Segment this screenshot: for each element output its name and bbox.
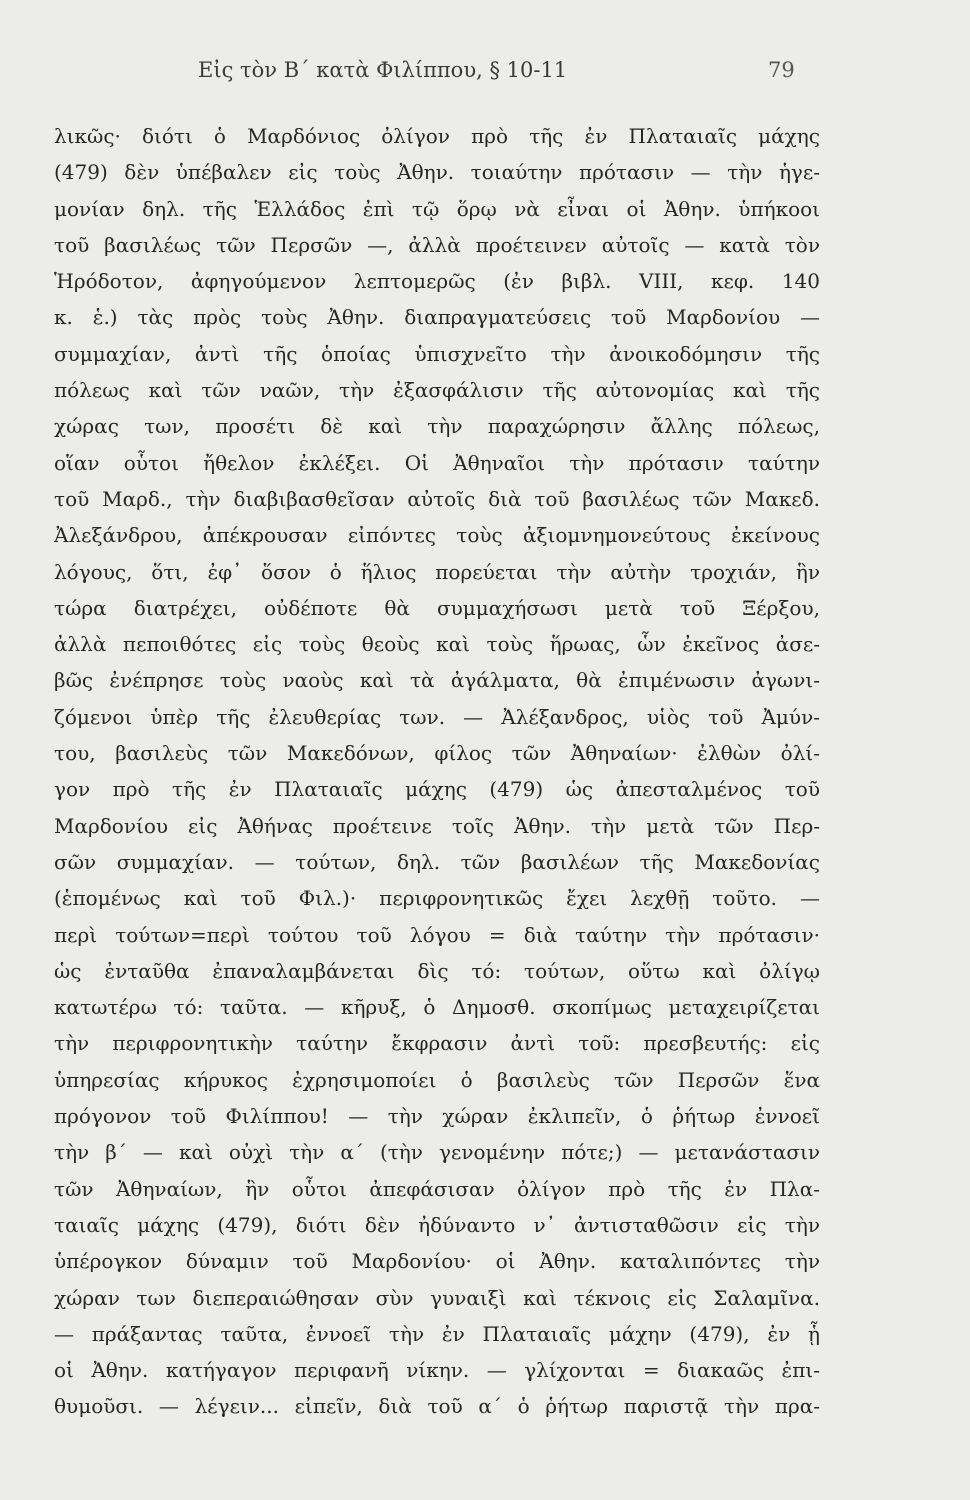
text-line: περὶ τούτων=περὶ τούτου τοῦ λόγου = διὰ ταύτην τὴν πρότασιν· <box>54 922 820 947</box>
text-line: χώραν των διεπεραιώθησαν σὺν γυναιξὶ καὶ τέκνοις εἰς Σαλαμῖνα. <box>54 1285 820 1310</box>
text-line: τὴν περιφρονητικὴν ταύτην ἔκφρασιν ἀντὶ τοῦ: πρεσβευτής: εἰς <box>54 1031 820 1056</box>
text-line: — πράξαντας ταῦτα, ἐννοεῖ τὴν ἐν Πλαταιαῖς μάχην (479), ἐν ᾗ <box>54 1321 820 1346</box>
running-title: Εἰς τὸν Β΄ κατὰ Φιλίππου, § 10-11 <box>198 58 568 82</box>
text-line: βῶς ἐνέπρησε τοὺς ναοὺς καὶ τὰ ἀγάλματα, θὰ ἐπιμένωσιν ἀγωνι- <box>54 668 820 693</box>
page-number: 79 <box>768 58 795 82</box>
text-line: του, βασιλεὺς τῶν Μακεδόνων, φίλος τῶν Ἀθηναίων· ἐλθὼν ὀλί- <box>54 741 820 766</box>
text-line: συμμαχίαν, ἀντὶ τῆς ὁποίας ὑπισχνεῖτο τὴν ἀνοικοδόμησιν τῆς <box>54 341 820 366</box>
text-line: τώρα διατρέχει, οὐδέποτε θὰ συμμαχήσωσι μετὰ τοῦ Ξέρξου, <box>54 595 820 620</box>
text-line: ὡς ἐνταῦθα ἐπαναλαμβάνεται δὶς τό: τούτων, οὕτω καὶ ὀλίγῳ <box>54 958 820 983</box>
text-line: τοῦ Μαρδ., τὴν διαβιβασθεῖσαν αὐτοῖς διὰ τοῦ βασιλέως τῶν Μακεδ. <box>54 486 820 511</box>
text-line: Ἡρόδοτον, ἀφηγούμενον λεπτομερῶς (ἐν βιβλ. VIII, κεφ. 140 <box>54 269 820 294</box>
text-line: χώρας των, προσέτι δὲ καὶ τὴν παραχώρησιν ἄλλης πόλεως, <box>54 414 820 439</box>
text-line: οἵαν οὗτοι ἤθελον ἐκλέξει. Οἱ Ἀθηναῖοι τὴν πρότασιν ταύτην <box>54 450 820 475</box>
text-line: μονίαν δηλ. τῆς Ἑλλάδος ἐπὶ τῷ ὅρῳ νὰ εἶναι οἱ Ἀθην. ὑπήκοοι <box>54 196 820 221</box>
text-line: κατωτέρω τό: ταῦτα. — κῆρυξ, ὁ Δημοσθ. σκοπίμως μεταχειρίζεται <box>54 995 820 1020</box>
text-line: ἀλλὰ πεποιθότες εἰς τοὺς θεοὺς καὶ τοὺς ἥρωας, ὧν ἐκεῖνος ἀσε- <box>54 632 820 657</box>
text-line: κ. ἑ.) τὰς πρὸς τοὺς Ἀθην. διαπραγματεύσεις τοῦ Μαρδονίου — <box>54 305 820 330</box>
text-line: γον πρὸ τῆς ἐν Πλαταιαῖς μάχης (479) ὡς ἀπεσταλμένος τοῦ <box>54 777 820 802</box>
text-line: Μαρδονίου εἰς Ἀθήνας προέτεινε τοῖς Ἀθην. τὴν μετὰ τῶν Περ- <box>54 813 820 838</box>
running-head <box>0 58 970 90</box>
text-line: τοῦ βασιλέως τῶν Περσῶν —, ἀλλὰ προέτεινεν αὐτοῖς — κατὰ τὸν <box>54 232 820 257</box>
text-line: ὑπέρογκον δύναμιν τοῦ Μαρδονίου· οἱ Ἀθην. καταλιπόντες τὴν <box>54 1249 820 1274</box>
text-line: Ἀλεξάνδρου, ἀπέκρουσαν εἰπόντες τοὺς ἀξιομνημονεύτους ἐκείνους <box>54 523 820 548</box>
text-line: πόλεως καὶ τῶν ναῶν, τὴν ἐξασφάλισιν τῆς αὐτονομίας καὶ τῆς <box>54 378 820 403</box>
text-line: ταιαῖς μάχης (479), διότι δὲν ἠδύναντο ν᾽ ἀντισταθῶσιν εἰς τὴν <box>54 1212 820 1237</box>
text-line: οἱ Ἀθην. κατήγαγον περιφανῆ νίκην. — γλίχονται = διακαῶς ἐπι- <box>54 1358 820 1383</box>
text-line: πρόγονον τοῦ Φιλίππου! — τὴν χώραν ἐκλιπεῖν, ὁ ῥήτωρ ἐννοεῖ <box>54 1104 820 1129</box>
text-line: σῶν συμμαχίαν. — τούτων, δηλ. τῶν βασιλέων τῆς Μακεδονίας <box>54 849 820 874</box>
text-line: (ἑπομένως καὶ τοῦ Φιλ.)· περιφρονητικῶς ἔχει λεχθῇ τοῦτο. — <box>54 886 820 911</box>
text-line: (479) δὲν ὑπέβαλεν εἰς τοὺς Ἀθην. τοιαύτην πρότασιν — τὴν ἡγε- <box>54 160 820 185</box>
text-line: ὑπηρεσίας κήρυκος ἐχρησιμοποίει ὁ βασιλεὺς τῶν Περσῶν ἕνα <box>54 1067 820 1092</box>
text-line: θυμοῦσι. — λέγειν... εἰπεῖν, διὰ τοῦ α΄ ὁ ῥήτωρ παριστᾷ τὴν πρα- <box>54 1394 820 1419</box>
text-line: ζόμενοι ὑπὲρ τῆς ἐλευθερίας των. — Ἀλέξανδρος, υἱὸς τοῦ Ἀμύν- <box>54 704 820 729</box>
text-line: λόγους, ὅτι, ἐφ᾽ ὅσον ὁ ἥλιος πορεύεται τὴν αὐτὴν τροχιάν, ἣν <box>54 559 820 584</box>
text-line: τῶν Ἀθηναίων, ἣν οὗτοι ἀπεφάσισαν ὀλίγον πρὸ τῆς ἐν Πλα- <box>54 1176 820 1201</box>
commentary-text <box>54 118 820 1425</box>
text-line: τὴν β΄ — καὶ οὐχὶ τὴν α΄ (τὴν γενομένην πότε;) — μετανάστασιν <box>54 1140 820 1165</box>
text-line: λικῶς· διότι ὁ Μαρδόνιος ὀλίγον πρὸ τῆς ἐν Πλαταιαῖς μάχης <box>54 124 820 148</box>
